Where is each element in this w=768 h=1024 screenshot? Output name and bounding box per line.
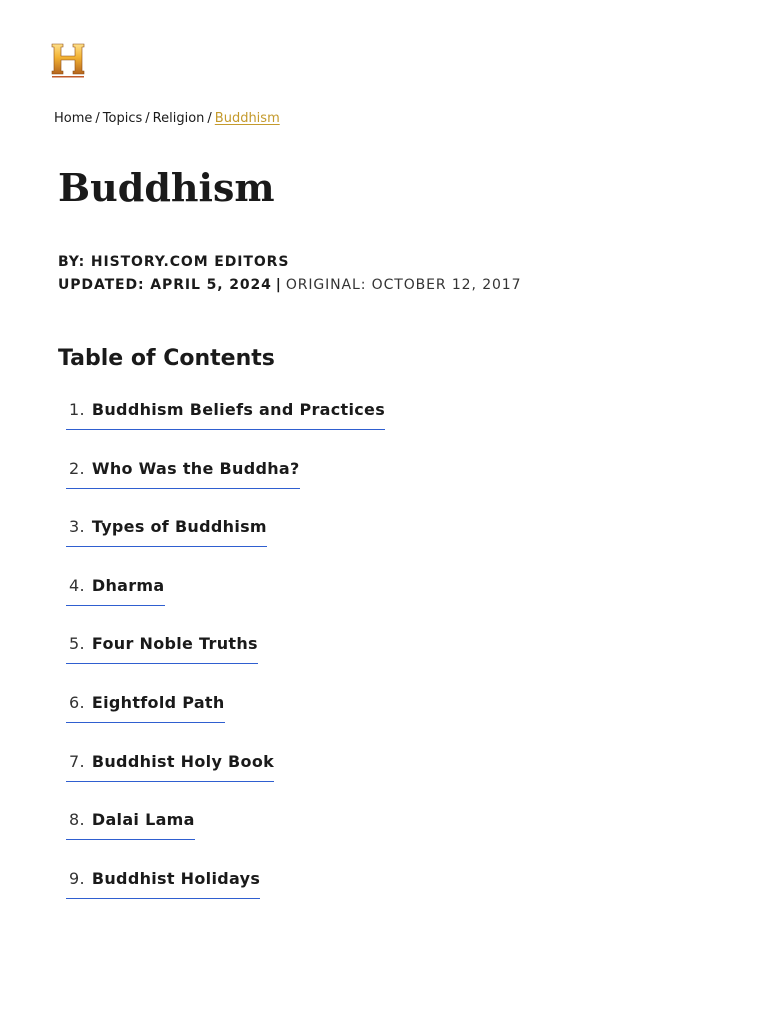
toc-link-four-noble-truths[interactable] — [66, 632, 258, 664]
toc-item — [66, 632, 385, 691]
toc-link-beliefs-and-practices[interactable] — [66, 398, 385, 430]
table-of-contents — [66, 398, 385, 925]
toc-item — [66, 808, 385, 867]
date-divider: | — [275, 277, 282, 293]
toc-heading: Table of Contents — [58, 346, 275, 371]
toc-link-who-was-the-buddha[interactable] — [66, 457, 300, 489]
breadcrumb-separator: / — [145, 111, 150, 126]
toc-item — [66, 867, 385, 926]
toc-link-buddhist-holy-book[interactable] — [66, 750, 274, 782]
toc-link-buddhist-holidays[interactable] — [66, 867, 260, 899]
toc-number: 1. — [69, 400, 85, 419]
toc-item — [66, 398, 385, 457]
history-logo-icon[interactable] — [51, 42, 85, 78]
toc-label: Buddhism Beliefs and Practices — [91, 400, 386, 419]
toc-number: 8. — [69, 810, 85, 830]
breadcrumb-separator: / — [207, 111, 212, 126]
toc-number: 3. — [69, 517, 85, 537]
toc-number: 5. — [69, 634, 85, 654]
toc-number: 4. — [69, 575, 85, 595]
article-dates — [58, 275, 521, 295]
toc-label: Dharma — [91, 575, 165, 595]
toc-label: Types of Buddhism — [91, 517, 267, 537]
breadcrumb-separator: / — [95, 111, 100, 126]
toc-label: Four Noble Truths — [91, 634, 258, 654]
toc-item — [66, 574, 385, 633]
toc-number: 6. — [69, 692, 85, 712]
toc-label: Buddhist Holidays — [91, 868, 261, 888]
toc-label: Who Was the Buddha? — [91, 458, 300, 478]
toc-number: 2. — [69, 458, 85, 478]
breadcrumb-current-link[interactable]: Buddhism — [214, 111, 280, 126]
toc-item — [66, 691, 385, 750]
toc-link-types-of-buddhism[interactable] — [66, 515, 267, 547]
toc-link-eightfold-path[interactable] — [66, 691, 225, 723]
breadcrumb-religion-link[interactable]: Religion — [152, 111, 205, 126]
author-byline: BY: HISTORY.COM EDITORS — [58, 254, 290, 270]
original-date: ORIGINAL: OCTOBER 12, 2017 — [285, 277, 522, 293]
toc-link-dharma[interactable] — [66, 574, 165, 606]
breadcrumb-topics-link[interactable]: Topics — [102, 111, 143, 126]
breadcrumb — [54, 110, 280, 128]
toc-item — [66, 750, 385, 809]
updated-date: UPDATED: APRIL 5, 2024 — [58, 277, 272, 293]
toc-label: Buddhist Holy Book — [91, 751, 275, 771]
toc-number: 9. — [69, 868, 85, 888]
page-title: Buddhism — [58, 165, 275, 210]
toc-link-dalai-lama[interactable] — [66, 808, 195, 840]
toc-item — [66, 515, 385, 574]
toc-number: 7. — [69, 751, 85, 771]
breadcrumb-home-link[interactable]: Home — [54, 111, 93, 126]
toc-item — [66, 457, 385, 516]
toc-label: Dalai Lama — [91, 810, 195, 830]
toc-label: Eightfold Path — [91, 692, 225, 712]
